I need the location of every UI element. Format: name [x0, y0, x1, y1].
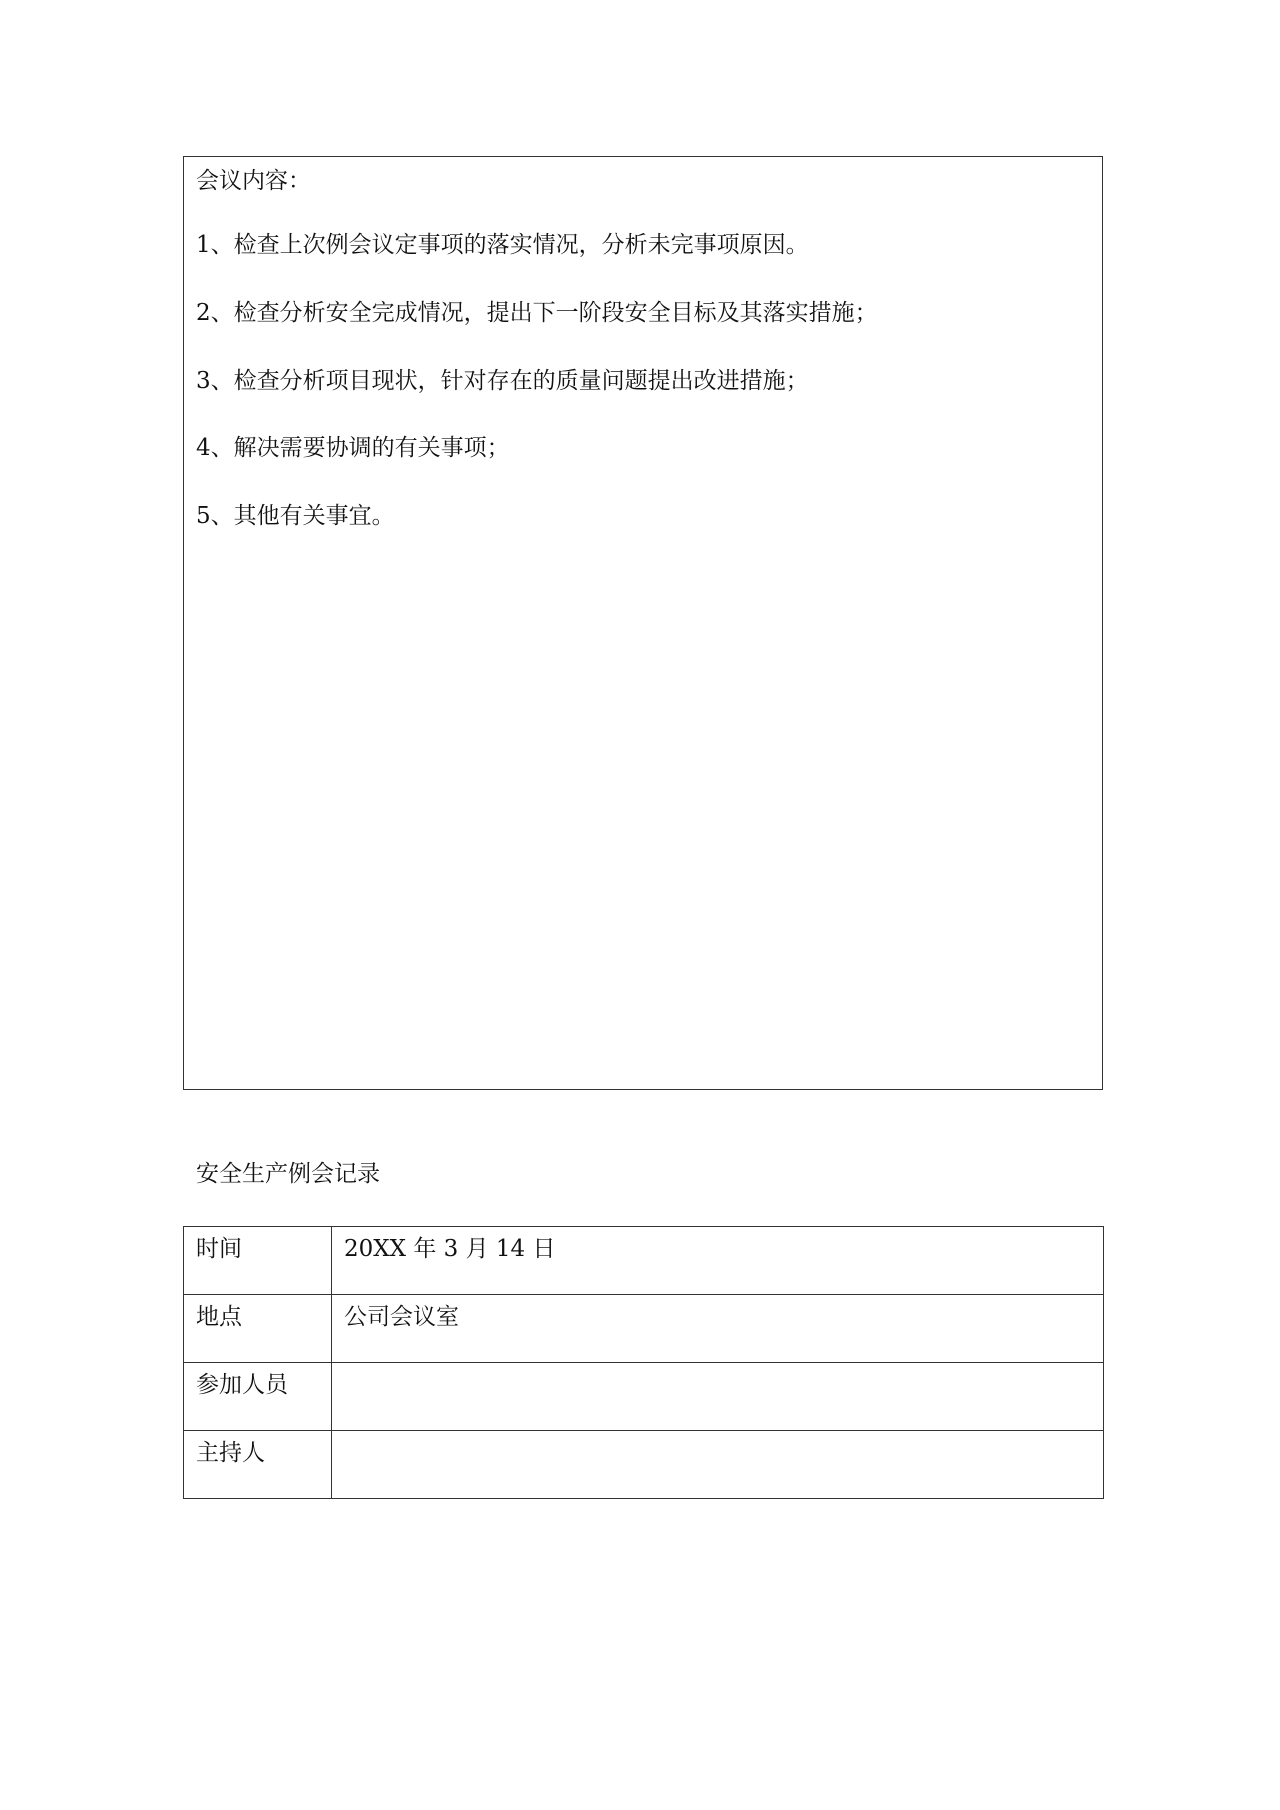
table-row	[184, 1227, 1104, 1295]
meeting-content-item: 3、检查分析项目现状，针对存在的质量问题提出改进措施；	[196, 368, 809, 394]
meeting-content-heading: 会议内容：	[196, 168, 311, 194]
meeting-content-item: 2、检查分析安全完成情况，提出下一阶段安全目标及其落实措施；	[196, 300, 878, 326]
meeting-content-box	[183, 156, 1103, 1090]
location-label: 地点	[184, 1295, 332, 1363]
meeting-content-item: 1、检查上次例会议定事项的落实情况，分析未完事项原因。	[196, 232, 809, 258]
attendees-label: 参加人员	[184, 1363, 332, 1431]
time-label: 时间	[184, 1227, 332, 1295]
meeting-content-item: 4、解决需要协调的有关事项；	[196, 435, 510, 461]
meeting-record-table	[183, 1226, 1104, 1499]
host-value	[332, 1431, 1104, 1499]
meeting-content-item: 5、其他有关事宜。	[196, 503, 395, 529]
table-row	[184, 1431, 1104, 1499]
attendees-value	[332, 1363, 1104, 1431]
table-row	[184, 1363, 1104, 1431]
table-row	[184, 1295, 1104, 1363]
host-label: 主持人	[184, 1431, 332, 1499]
record-title: 安全生产例会记录	[196, 1161, 380, 1187]
location-value: 公司会议室	[332, 1295, 1104, 1363]
time-value: 20XX 年 3 月 14 日	[332, 1227, 1104, 1295]
